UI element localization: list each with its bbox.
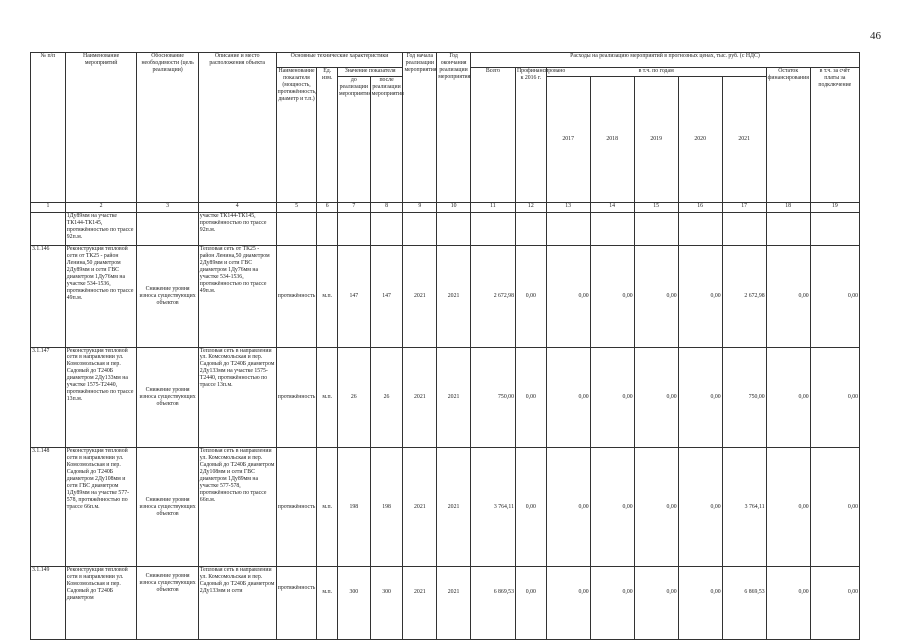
header-incl-debt: в т.ч. за счёт платы за подключение	[810, 68, 859, 203]
header-remaining: Остаток финансирования	[766, 68, 810, 203]
row-2019: 0,00	[634, 347, 678, 447]
continuation-row	[31, 212, 860, 245]
row-name: Реконструкция тепловой сети в направлении ул. Комсомольская и пер. Садовый до Т240Б диаметром 2Ду108мм и сети ГВС диаметром 1Ду89мм на участке 577-578, протяжённостью по трассе 66п.м.	[65, 447, 137, 566]
investment-table	[30, 52, 860, 640]
column-number-row	[31, 203, 860, 213]
column-number: 9	[403, 203, 437, 213]
row-after: 147	[370, 246, 403, 348]
row-2019: 0,00	[634, 567, 678, 640]
row-number: 3.1.147	[31, 347, 66, 447]
row-year-end: 2021	[437, 447, 471, 566]
row-before: 300	[337, 567, 370, 640]
column-number: 11	[470, 203, 515, 213]
row-after: 198	[370, 447, 403, 566]
row-financed: 0,00	[515, 447, 546, 566]
column-number: 18	[766, 203, 810, 213]
row-2018: 0,00	[590, 567, 634, 640]
header-description: Описание и место расположения объекта	[198, 53, 276, 203]
header-cost-total: Всего	[470, 68, 515, 203]
row-debt: 0,00	[810, 567, 859, 640]
row-after: 300	[370, 567, 403, 640]
row-2021: 6 869,53	[722, 567, 766, 640]
row-2020: 0,00	[678, 447, 722, 566]
column-number: 3	[137, 203, 198, 213]
row-year-end: 2021	[437, 347, 471, 447]
row-debt: 0,00	[810, 447, 859, 566]
column-number: 16	[678, 203, 722, 213]
row-2018: 0,00	[590, 246, 634, 348]
row-justification: Снижение уровня износа существующих объектов	[137, 347, 198, 447]
header-justification: Обоснование необходимости (цель реализации)	[137, 53, 198, 203]
row-financed: 0,00	[515, 347, 546, 447]
page-number: 46	[870, 30, 881, 42]
column-number: 19	[810, 203, 859, 213]
table-row	[31, 347, 860, 447]
header-year-2021: 2021	[722, 77, 766, 203]
header-name: Наименование мероприятий	[65, 53, 137, 203]
row-year-start: 2021	[403, 347, 437, 447]
row-number: 3.1.149	[31, 567, 66, 640]
header-tech-param: Наименование показателя (мощность, протяжённость, диаметр и т.п.)	[276, 68, 317, 203]
column-number: 1	[31, 203, 66, 213]
row-after: 26	[370, 347, 403, 447]
row-2017: 0,00	[546, 447, 590, 566]
row-2017: 0,00	[546, 347, 590, 447]
header-tech-unit: Ед. изм.	[317, 68, 337, 203]
row-param: протяжённость	[276, 567, 317, 640]
column-number: 10	[437, 203, 471, 213]
column-number: 6	[317, 203, 337, 213]
header-year-2017: 2017	[546, 77, 590, 203]
column-number: 17	[722, 203, 766, 213]
header-by-year: в т.ч. по годам	[546, 68, 766, 77]
header-value-group: Значение показателя	[337, 68, 403, 77]
row-year-start: 2021	[403, 447, 437, 566]
table-row	[31, 567, 860, 640]
continuation-name: 1Ду89мм на участке ТК144-ТК145, протяжённостью по трассе 92п.м.	[65, 212, 137, 245]
row-name: Реконструкция тепловой сети в направлении ул. Комсомольская и пер. Садовый до Т240Б диаметром 2Ду133мм на участке 1575-Т2440, протяжённостью по трассе 13п.м.	[65, 347, 137, 447]
row-remaining: 0,00	[766, 246, 810, 348]
row-2020: 0,00	[678, 347, 722, 447]
row-before: 198	[337, 447, 370, 566]
header-year-end: Год окончания реализации мероприятия	[437, 53, 471, 203]
row-name: Реконструкция тепловой сети от ТК25 - район Ленина,50 диаметром 2Ду89мм и сети ГВС диаметром 1Ду76мм на участке 534-1536, протяжённостью по трассе 49п.м.	[65, 246, 137, 348]
row-2021: 3 764,11	[722, 447, 766, 566]
row-2017: 0,00	[546, 246, 590, 348]
row-2018: 0,00	[590, 447, 634, 566]
row-remaining: 0,00	[766, 447, 810, 566]
row-before: 26	[337, 347, 370, 447]
header-cost-financed: Профинансировано к 2016 г.	[515, 68, 546, 203]
row-unit: м.п.	[317, 347, 337, 447]
column-number: 13	[546, 203, 590, 213]
row-unit: м.п.	[317, 567, 337, 640]
row-justification: Снижение уровня износа существующих объектов	[137, 567, 198, 640]
header-year-2019: 2019	[634, 77, 678, 203]
row-total: 2 672,98	[470, 246, 515, 348]
row-total: 3 764,11	[470, 447, 515, 566]
row-2019: 0,00	[634, 447, 678, 566]
header-year-2020: 2020	[678, 77, 722, 203]
row-2017: 0,00	[546, 567, 590, 640]
table-row	[31, 447, 860, 566]
row-number: 3.1.148	[31, 447, 66, 566]
row-year-start: 2021	[403, 246, 437, 348]
column-number: 8	[370, 203, 403, 213]
header-year-2018: 2018	[590, 77, 634, 203]
row-total: 6 869,53	[470, 567, 515, 640]
row-unit: м.п.	[317, 447, 337, 566]
table-row	[31, 246, 860, 348]
row-justification: Снижение уровня износа существующих объектов	[137, 447, 198, 566]
column-number: 12	[515, 203, 546, 213]
row-2021: 750,00	[722, 347, 766, 447]
row-financed: 0,00	[515, 246, 546, 348]
header-cost-group: Расходы на реализацию мероприятий в прогнозных ценах, тыс. руб. (с НДС)	[470, 53, 859, 68]
row-justification: Снижение уровня износа существующих объектов	[137, 246, 198, 348]
row-description: Тепловая сеть от ТК25 - район Ленина,50 диаметром 2Ду89мм и сети ГВС диаметром 1Ду76мм на участке 534-1536, протяжённостью по трассе 49п.м.	[198, 246, 276, 348]
row-total: 750,00	[470, 347, 515, 447]
header-value-after: после реализации мероприятия	[370, 77, 403, 203]
row-param: протяжённость	[276, 447, 317, 566]
row-2019: 0,00	[634, 246, 678, 348]
row-2021: 2 672,98	[722, 246, 766, 348]
row-2020: 0,00	[678, 246, 722, 348]
row-financed: 0,00	[515, 567, 546, 640]
column-number: 5	[276, 203, 317, 213]
row-param: протяжённость	[276, 347, 317, 447]
continuation-description: участке ТК144-ТК145, протяжённостью по трассе 92п.м.	[198, 212, 276, 245]
row-name: Реконструкция тепловой сети в направлении ул. Комсомольская и пер. Садовый до Т240Б диаметром	[65, 567, 137, 640]
row-remaining: 0,00	[766, 347, 810, 447]
column-number: 2	[65, 203, 137, 213]
row-debt: 0,00	[810, 347, 859, 447]
row-description: Тепловая сеть в направлении ул. Комсомольская и пер. Садовый до Т240Б диаметром 2Ду108мм и сети ГВС диаметром 1Ду89мм на участке 577-578, протяжённостью по трассе 66п.м.	[198, 447, 276, 566]
header-no: № п/п	[31, 53, 66, 203]
row-debt: 0,00	[810, 246, 859, 348]
header-value-before: до реализации мероприятия	[337, 77, 370, 203]
row-2020: 0,00	[678, 567, 722, 640]
row-remaining: 0,00	[766, 567, 810, 640]
header-tech-group: Основные технические характеристики	[276, 53, 403, 68]
row-year-end: 2021	[437, 246, 471, 348]
row-description: Тепловая сеть в направлении ул. Комсомольская и пер. Садовый до Т240Б диаметром 2Ду133мм и сети	[198, 567, 276, 640]
row-description: Тепловая сеть в направлении ул. Комсомольская и пер. Садовый до Т240Б диаметром 2Ду133мм на участке 1575-Т2440, протяжённостью по трассе 13п.м.	[198, 347, 276, 447]
header-year-start: Год начала реализации мероприятия	[403, 53, 437, 203]
row-year-end: 2021	[437, 567, 471, 640]
row-2018: 0,00	[590, 347, 634, 447]
row-unit: м.п.	[317, 246, 337, 348]
row-year-start: 2021	[403, 567, 437, 640]
row-param: протяжённость	[276, 246, 317, 348]
column-number: 15	[634, 203, 678, 213]
row-before: 147	[337, 246, 370, 348]
column-number: 7	[337, 203, 370, 213]
row-number: 3.1.146	[31, 246, 66, 348]
column-number: 4	[198, 203, 276, 213]
column-number: 14	[590, 203, 634, 213]
